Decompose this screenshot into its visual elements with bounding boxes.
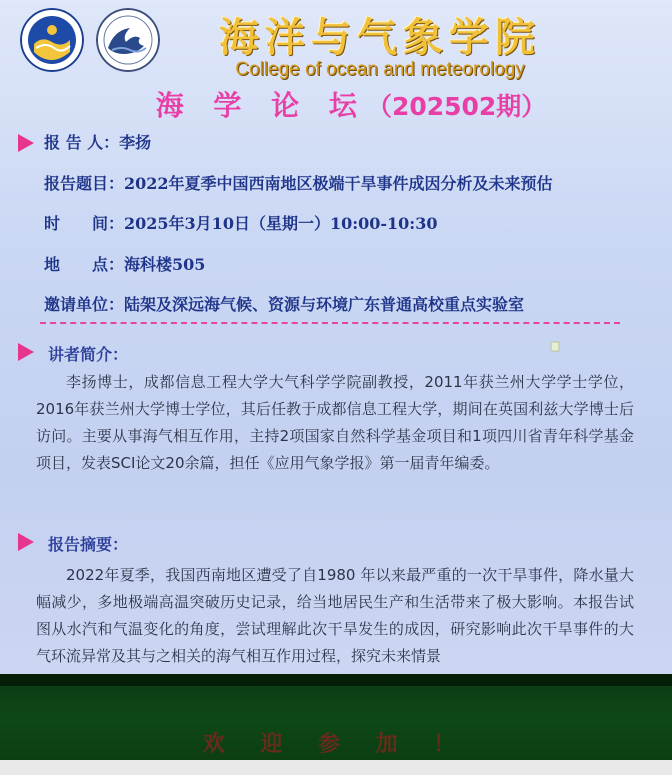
abstract-heading: 报告摘要： xyxy=(48,535,129,554)
topic-label: 报告题目： xyxy=(44,174,125,193)
bullet-arrow-icon xyxy=(18,343,34,361)
bio-heading: 讲者简介： xyxy=(48,345,129,364)
topic-row xyxy=(44,173,553,195)
host-label: 邀请单位： xyxy=(44,295,125,314)
place-label: 地 点： xyxy=(44,255,125,274)
speaker-label: 报 告 人： xyxy=(44,133,120,152)
place-row xyxy=(44,254,205,276)
bio-text: 李扬博士，成都信息工程大学大气科学学院副教授，2011年获兰州大学学士学位，2016年获兰州大学博士学位，其后任教于成都信息工程大学，期间在英国利兹大学博士后访问。主要从事海气相互作用，主持2项国家自然科学基金项目和1项四川省青年科学基金项目，发表SCI论文20余篇，担任《应用气象学报》第一届青年编委。 xyxy=(36,373,634,472)
host-row xyxy=(44,294,524,316)
college-name-en: College of ocean and meteorology xyxy=(235,59,525,80)
place-text: 海科楼505 xyxy=(124,255,206,274)
time-label: 时 间： xyxy=(44,214,125,233)
abstract-text: 2022年夏季，我国西南地区遭受了自1980 年以来最严重的一次干旱事件，降水量大幅减少，多地极端高温突破历史记录，给当地居民生产和生活带来了极大影响。本报告试图从水汽和气温变化的角度，尝试理解此次干旱发生的成因，研究影响此次干旱事件的大气环流异常及其与之相关的海气相互作用过程，探究未来情景 xyxy=(36,566,634,665)
speaker-name: 李扬 xyxy=(119,133,152,152)
bullet-arrow-icon xyxy=(18,134,34,152)
decorative-dot-icon xyxy=(550,340,560,352)
speaker-row xyxy=(44,132,151,154)
forum-issue: （202502期） xyxy=(366,92,547,121)
college-name-cn: 海洋与气象学院 xyxy=(219,14,541,61)
forum-name: 海 学 论 坛 xyxy=(155,89,367,122)
time-row xyxy=(44,213,437,235)
forum-title xyxy=(0,84,672,124)
welcome-text: 欢 迎 参 加 ！ xyxy=(202,732,470,757)
time-text: 2025年3月10日（星期一）10:00-10:30 xyxy=(124,214,438,233)
bullet-arrow-icon xyxy=(18,533,34,551)
host-text: 陆架及深远海气候、资源与环境广东普通高校重点实验室 xyxy=(124,295,525,314)
topic-text: 2022年夏季中国西南地区极端干旱事件成因分析及未来预估 xyxy=(124,174,553,193)
section-divider xyxy=(40,322,620,324)
footer-top-strip xyxy=(0,674,672,686)
footer-bottom-strip xyxy=(0,760,672,775)
